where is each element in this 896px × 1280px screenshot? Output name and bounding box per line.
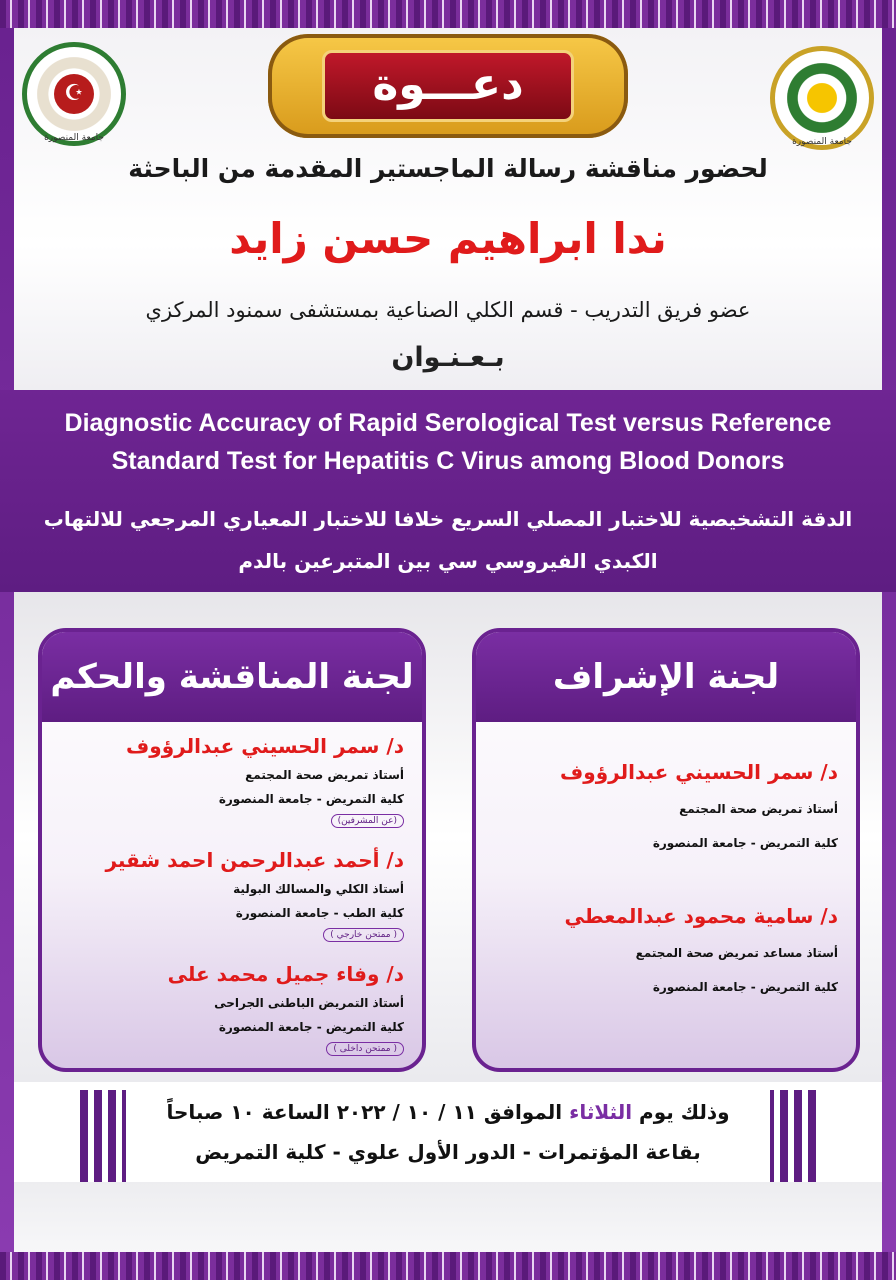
- member-affiliation: كلية التمريض - جامعة المنصورة: [218, 792, 404, 806]
- top-decorative-border: [0, 0, 896, 28]
- right-border: [882, 28, 896, 1252]
- thesis-title-english: Diagnostic Accuracy of Rapid Serological Test versus Reference Standard Test for Hepatitis C Virus among Blood Donors: [64, 409, 832, 475]
- crescent-icon: ☪: [54, 74, 94, 114]
- event-details-band: [80, 1090, 816, 1182]
- member-role-badge: ( ممتحن خارجي ): [323, 928, 404, 942]
- thesis-title-arabic: الدقة التشخيصية للاختبار المصلي السريع خلافا للاختبار المعياري المرجعي للالتهاب الكبدي الفيروسي سي بين المتبرعين بالدم: [43, 507, 853, 573]
- bottom-decorative-border: [0, 1252, 896, 1280]
- faculty-of-nursing-logo: [22, 42, 126, 146]
- left-border: [0, 28, 14, 1252]
- mansoura-university-logo: [770, 46, 874, 150]
- member-title: أستاذ تمريض صحة المجتمع: [245, 768, 404, 782]
- invitation-banner: [268, 34, 628, 138]
- date-prefix: وذلك يوم: [639, 1100, 730, 1124]
- discussion-committee-panel: [38, 628, 426, 1072]
- event-details-box: [126, 1090, 770, 1182]
- supervision-committee-panel: [472, 628, 860, 1072]
- logo-right-caption: جامعة المنصورة: [792, 137, 852, 147]
- member-title: أستاذ تمريض صحة المجتمع: [679, 802, 838, 816]
- member-name: د/ سمر الحسيني عبدالرؤوف: [560, 760, 838, 784]
- member-name: د/ وفاء جميل محمد على: [167, 962, 404, 986]
- member-name: د/ أحمد عبدالرحمن احمد شقير: [105, 848, 404, 872]
- member-title: أستاذ التمريض الباطنى الجراحى: [214, 996, 404, 1010]
- committee-member: [168, 962, 404, 1056]
- member-affiliation: كلية التمريض - جامعة المنصورة: [652, 836, 838, 850]
- member-affiliation: كلية التمريض - جامعة المنصورة: [218, 1020, 404, 1034]
- event-day: الثلاثاء: [569, 1100, 633, 1124]
- committee-member: [560, 760, 838, 850]
- event-venue: بقاعة المؤتمرات - الدور الأول علوي - كلية التمريض: [195, 1140, 701, 1164]
- member-name: د/ سمر الحسيني عبدالرؤوف: [126, 734, 404, 758]
- committee-member: [126, 734, 404, 828]
- member-affiliation: كلية الطب - جامعة المنصورة: [235, 906, 404, 920]
- member-title: أستاذ الكلي والمسالك البولية: [233, 882, 404, 896]
- title-label: بـعـنـوان: [391, 342, 505, 373]
- event-date-line: [126, 1100, 770, 1124]
- committee-member: [105, 848, 404, 942]
- researcher-role: عضو فريق التدريب - قسم الكلي الصناعية بمستشفى سمنود المركزي: [145, 298, 751, 322]
- discussion-committee-heading: لجنة المناقشة والحكم: [42, 632, 422, 722]
- date-rest: الموافق ١١ / ١٠ / ٢٠٢٢ الساعة ١٠ صباحاً: [166, 1100, 563, 1124]
- banner-title: دعـــوة: [322, 50, 574, 122]
- footer-area: [14, 1182, 882, 1252]
- member-affiliation: كلية التمريض - جامعة المنصورة: [652, 980, 838, 994]
- supervision-committee-heading: لجنة الإشراف: [476, 632, 856, 722]
- logo-left-caption: جامعة المنصورة: [44, 133, 104, 143]
- member-role-badge: ( ممتحن داخلى ): [326, 1042, 404, 1056]
- member-title: أستاذ مساعد تمريض صحة المجتمع: [635, 946, 838, 960]
- member-name: د/ سامية محمود عبدالمعطي: [564, 904, 838, 928]
- member-role-badge: (عن المشرفين): [331, 814, 404, 828]
- invite-line: لحضور مناقشة رسالة الماجستير المقدمة من الباحثة: [128, 154, 768, 183]
- committee-member: [565, 904, 838, 994]
- researcher-name: ندا ابراهيم حسن زايد: [229, 214, 667, 263]
